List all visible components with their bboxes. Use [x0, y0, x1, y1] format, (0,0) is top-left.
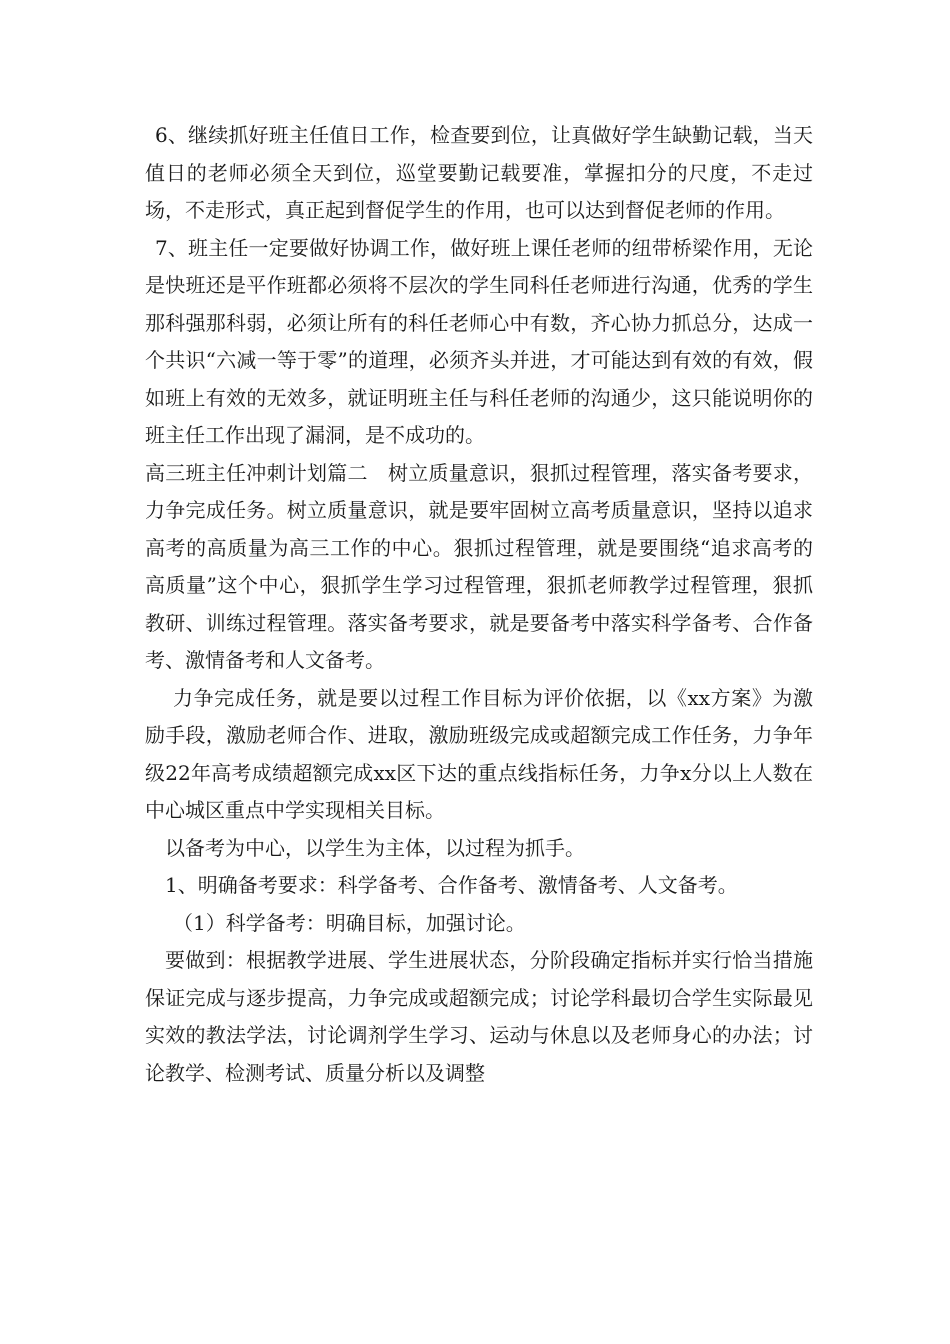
paragraph-item-7: 7、班主任一定要做好协调工作，做好班上课任老师的纽带桥梁作用，无论是快班还是平作班都必须将不层次的学生同科任老师进行沟通，优秀的学生那科强那科弱，必须让所有的科任老师心中有数，齐心协力抓总分，达成一个共识“六减一等于零”的道理，必须齐头并进，才可能达到有效的有效，假如班上有效的无效多，就证明班主任与科任老师的沟通少，这只能说明你的班主任工作出现了漏洞，是不成功的。 — [145, 235, 813, 447]
document-page — [145, 117, 813, 1092]
paragraph-item-6: 6、继续抓好班主任值日工作，检查要到位，让真做好学生缺勤记载，当天值日的老师必须全天到位，巡堂要勤记载要准，掌握扣分的尺度，不走过场，不走形式，真正起到督促学生的作用，也可以达到督促老师的作用。 — [145, 123, 813, 222]
paragraph-subitem-1: （1）科学备考：明确目标，加强讨论。 — [173, 910, 526, 935]
paragraph-core-principle: 以备考为中心，以学生为主体，以过程为抓手。 — [165, 835, 585, 860]
paragraph-complete-tasks: 力争完成任务，就是要以过程工作目标为评价依据，以《xx方案》为激励手段，激励老师合作、进取，激励班级完成或超额完成工作任务，力争年级22年高考成绩超额完成xx区下达的重点线指标任务，力争x分以上人数在中心城区重点中学实现相关目标。 — [145, 685, 813, 822]
section-plan-two: 高三班主任冲刺计划篇二 树立质量意识，狠抓过程管理，落实备考要求，力争完成任务。树立质量意识，就是要牢固树立高考质量意识，坚持以追求高考的高质量为高三工作的中心。狠抓过程管理，就是要围绕“追求高考的高质量”这个中心，狠抓学生学习过程管理，狠抓老师教学过程管理，狠抓教研、训练过程管理。落实备考要求，就是要备考中落实科学备考、合作备考、激情备考和人文备考。 — [145, 460, 813, 672]
paragraph-requirements: 要做到：根据教学进展、学生进展状态，分阶段确定指标并实行恰当措施保证完成与逐步提高，力争完成或超额完成；讨论学科最切合学生实际最见实效的教法学法，讨论调剂学生学习、运动与休息以及老师身心的办法；讨论教学、检测考试、质量分析以及调整 — [145, 948, 813, 1085]
paragraph-item-1: 1、明确备考要求：科学备考、合作备考、激情备考、人文备考。 — [165, 873, 738, 897]
